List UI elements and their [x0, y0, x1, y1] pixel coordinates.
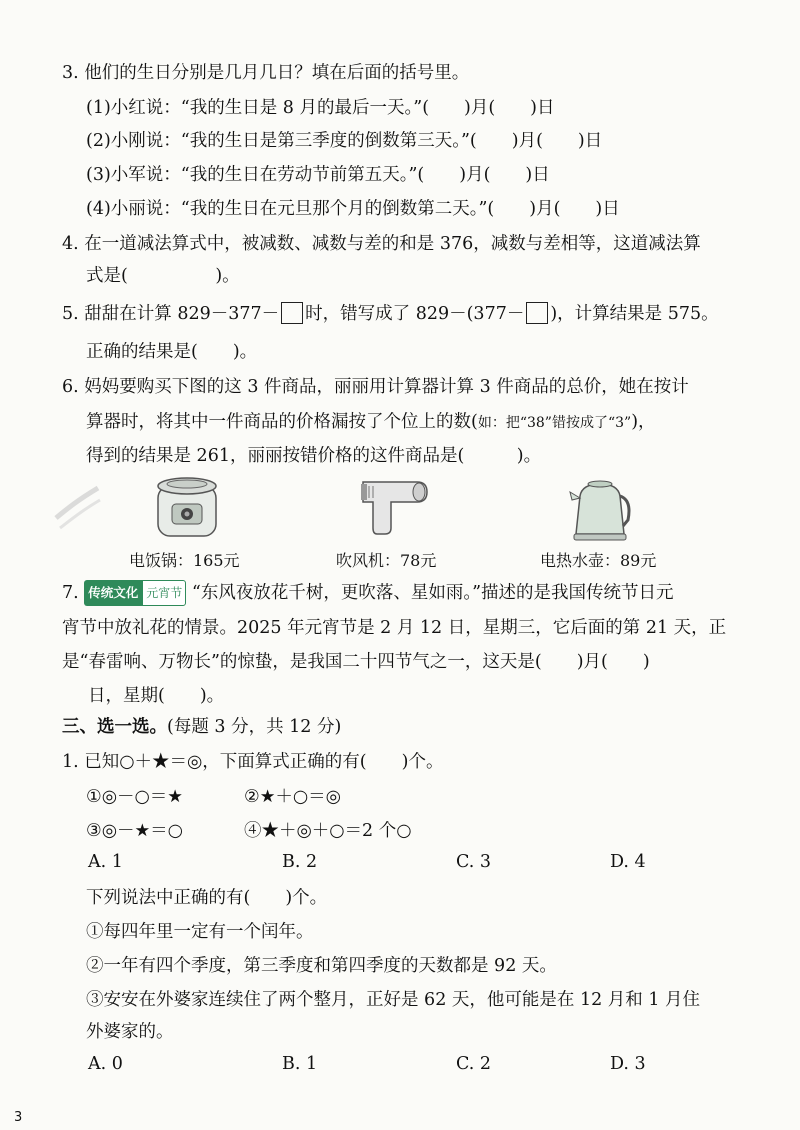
product-caption-kettle: 电热水壶：89元	[540, 551, 657, 570]
hair-dryer-icon	[357, 476, 429, 540]
q7-line-2: 宵节中放礼花的情景。2025 年元宵节是 2 月 12 日，星期三，它后面的第 21 天，正	[62, 618, 727, 638]
q3-item-2: (2)小刚说：“我的生日是第三季度的倒数第三天。”( )月( )日	[86, 131, 603, 151]
q5-blank-box-2	[526, 302, 548, 324]
q4-line-2: 式是( )。	[86, 266, 240, 286]
choice-2-stem: 下列说法中正确的有( )个。	[86, 888, 328, 908]
section-3-score: (每题 3 分，共 12 分)	[167, 717, 342, 737]
q3-item-1: (1)小红说：“我的生日是 8 月的最后一天。”( )月( )日	[86, 98, 555, 118]
choice-2-option-c: C. 2	[456, 1054, 492, 1074]
q7-number: 7.	[62, 583, 79, 603]
q5-line-2: 正确的结果是( )。	[86, 342, 258, 362]
section-3-title: 三、选一选。	[62, 717, 167, 737]
product-caption-rice-cooker: 电饭锅：165元	[129, 551, 240, 570]
section-3-heading	[62, 715, 341, 739]
choice-1-stem: 1. 已知○＋★＝◎，下面算式正确的有( )个。	[62, 752, 444, 772]
choice-1-option-c: C. 3	[456, 852, 492, 872]
choice-2-statement-3: ③安安在外婆家连续住了两个整月，正好是 62 天，他可能是在 12 月和 1 月住	[86, 990, 701, 1010]
tag-label-lantern-festival: 元宵节	[142, 580, 186, 606]
q5-line-1	[62, 302, 719, 326]
choice-1-option-a: A. 1	[88, 852, 123, 872]
page-number: 3	[14, 1110, 23, 1125]
choice-1-option-b: B. 2	[282, 852, 318, 872]
choice-2-statement-2: ②一年有四个季度，第三季度和第四季度的天数都是 92 天。	[86, 956, 557, 976]
choice-1-statement-2: ②★＋○＝◎	[244, 787, 341, 807]
pencil-smudge	[48, 478, 108, 538]
electric-kettle-icon	[566, 476, 636, 544]
q5-text-c: )，计算结果是 575。	[550, 304, 719, 324]
choice-2-option-b: B. 1	[282, 1054, 318, 1074]
choice-2-statement-3-cont: 外婆家的。	[86, 1022, 174, 1042]
q6-line-3: 得到的结果是 261，丽丽按错价格的这件商品是( )。	[86, 446, 542, 466]
q3-item-4: (4)小丽说：“我的生日在元旦那个月的倒数第二天。”( )月( )日	[86, 199, 620, 219]
q7-line-3: 是“春雷响、万物长”的惊蛰，是我国二十四节气之一，这天是( )月( )	[62, 652, 650, 672]
choice-2-option-d: D. 3	[610, 1054, 646, 1074]
choice-1-statement-4: ④★＋◎＋○＝2 个○	[244, 821, 412, 841]
choice-2-statement-1: ①每四年里一定有一个闰年。	[86, 922, 314, 942]
q5-blank-box-1	[281, 302, 303, 324]
q5-text-a: 5. 甜甜在计算 829－377－	[62, 304, 280, 324]
q3-item-3: (3)小军说：“我的生日在劳动节前第五天。”( )月( )日	[86, 165, 550, 185]
choice-2-option-a: A. 0	[88, 1054, 123, 1074]
choice-1-option-d: D. 4	[610, 852, 646, 872]
tag-label-culture: 传统文化	[84, 580, 142, 606]
choice-1-statement-1: ①◎－○＝★	[86, 787, 183, 807]
q4-line-1: 4. 在一道减法算式中，被减数、减数与差的和是 376，减数与差相等，这道减法算	[62, 234, 701, 254]
q6-line-2-main: 算器时，将其中一件商品的价格漏按了个位上的数(	[86, 412, 478, 432]
q3-stem: 3. 他们的生日分别是几月几日？填在后面的括号里。	[62, 63, 470, 83]
product-caption-hair-dryer: 吹风机：78元	[336, 551, 437, 570]
traditional-culture-tag	[84, 580, 186, 606]
rice-cooker-icon	[152, 474, 222, 542]
q6-line-2	[86, 410, 656, 435]
q6-line-2-end: )，	[631, 412, 656, 432]
q6-example-note: 如：把“38”错按成了“3”	[477, 415, 632, 431]
q7-line-1	[62, 580, 674, 606]
q6-line-1: 6. 妈妈要购买下图的这 3 件商品，丽丽用计算器计算 3 件商品的总价，她在按计	[62, 377, 689, 397]
q7-line-1-text: “东风夜放花千树，更吹落、星如雨。”描述的是我国传统节日元	[191, 583, 674, 603]
choice-1-statement-3: ③◎－★＝○	[86, 821, 183, 841]
q7-line-4: 日，星期( )。	[88, 686, 225, 706]
q5-text-b: 时，错写成了 829－(377－	[305, 304, 525, 324]
